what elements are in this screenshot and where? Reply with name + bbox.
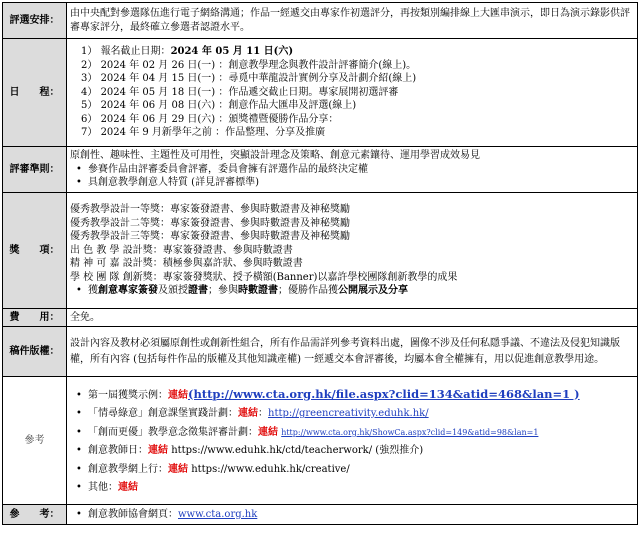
schedule-item: 6） 2024 年 06 月 29 日(六) ：頒獎禮暨優勝作品分享： [81,113,339,125]
label-reference-2: 參 考： [3,505,67,525]
link-word[interactable]: 連結 [168,389,188,401]
selection-text: 由中央配對參選隊伍進行電子網絡溝通；作品一經遞交由專家作初選評分，再按類別編排線上大匯串演示，即日為演示錄影供評審專家評分，最終確立參選者認證水平。 [67,3,638,39]
row-copyright [3,327,638,377]
reference-link[interactable]: http://greencreativity.eduhk.hk/ [268,408,429,419]
reference-url-text[interactable]: https://www.eduhk.hk/ctd/teacherwork/ [171,445,373,456]
competition-info-table [2,2,638,525]
list-item: • 「創而更優」教學意念徵集評審計劃：連結 http://www.cta.org.hk/ShowCa.aspx?clid=149&atid=98&lan=1 [70,424,634,443]
bullet-icon: • [76,482,82,493]
criteria-content [67,147,638,193]
award-line: 出 色 教 學 設計獎：專家簽發證書、參與時數證書 [70,244,293,256]
link-word[interactable]: 連結 [238,408,258,419]
reference-list [67,377,638,505]
label-fee: 費 用： [3,309,67,327]
row-awards [3,193,638,309]
link-word[interactable]: 連結 [118,482,138,493]
schedule-item: 2） 2024 年 02 月 26 日(一) ：創意教學理念與教件設計評審簡介(線上)。 [81,59,417,71]
bullet-icon: • [76,177,82,189]
bullet-icon: • [76,285,82,297]
bullet-icon: • [76,389,82,401]
schedule-list [67,39,638,147]
reference-2-content [67,505,638,525]
bullet-icon: • [76,426,82,438]
row-fee [3,309,638,327]
label-selection: 評選安排： [3,3,67,39]
list-item: • 具創意教學創意人特質 (詳見評審標準) [70,176,634,190]
list-item: • 獲創意專家簽發及頒授證書；參與時數證書；優勝作品獲公開展示及分享 [70,284,634,298]
fee-text: 全免。 [67,309,638,327]
label-schedule: 日 程： [3,39,67,147]
list-item: • 創意教學網上行：連結 https://www.eduhk.hk/creative/ [70,461,634,480]
row-criteria [3,147,638,193]
bullet-icon: • [76,445,82,456]
award-line: 學 校 團 隊 創新獎：專家簽發獎狀、授予橫額(Banner)以嘉許學校團隊創新教學的成果 [70,271,458,283]
row-reference-2 [3,505,638,525]
reference-url-text[interactable]: https://www.eduhk.hk/creative/ [191,463,350,475]
copyright-text: 設計內容及教材必須屬原創性或創新性組合，所有作品需詳列參考資料出處，圖像不涉及任何私隱爭議、不違法及侵犯知識版權，所有內容 (包括每件作品的版權及其他知識產權) 一經遞交本會評審後，均屬本會全權擁有，用以促進創意教學用途。 [67,327,638,377]
link-word[interactable]: 連結 [148,445,168,456]
list-item: • 第一屆獲獎示例：連結(http://www.cta.org.hk/file.aspx?clid=134&atid=468&lan=1 ) [70,384,634,406]
row-reference [3,377,638,505]
schedule-item: 1） 報名截止日期：2024 年 05 月 11 日(六) [81,46,294,58]
schedule-item: 4） 2024 年 05 月 18 日(一) ：作品遞交截止日期。專家展開初選評審 [81,86,399,98]
label-criteria: 評審準則： [3,147,67,193]
reference-link[interactable]: (http://www.cta.org.hk/file.aspx?clid=134&atid=468&lan=1 ) [188,386,580,401]
row-selection [3,3,638,39]
schedule-item: 7） 2024 年 9 月新學年之前 ：作品整理、分享及推廣 [81,127,326,139]
row-schedule [3,39,638,147]
label-reference: 參考 [3,377,67,505]
reference-link[interactable]: http://www.cta.org.hk/ShowCa.aspx?clid=149&atid=98&lan=1 [281,427,539,437]
association-website-link[interactable]: www.cta.org.hk [178,508,258,520]
list-item: • 創意教師日：連結 https://www.eduhk.hk/ctd/teacherwork/ (強烈推介) [70,442,634,461]
list-item: • 其他：連結 [70,479,634,498]
bullet-icon: • [76,163,82,175]
link-word[interactable]: 連結 [168,463,188,475]
bullet-icon: • [76,463,82,475]
link-word[interactable]: 連結 [258,426,278,438]
schedule-item: 5） 2024 年 06 月 08 日(六) ：創意作品大匯串及評選(線上) [81,100,357,112]
criteria-line: 原創性、趣味性、主題性及可用性，突顯設計理念及策略、創意元素鑲待、運用學習成效易見 [70,150,480,162]
award-line: 優秀教學設計二等獎：專家簽發證書、參與時數證書及神秘獎勵 [70,217,350,229]
label-awards: 獎 項： [3,193,67,309]
list-item: • 參賽作品由評審委員會評審，委員會擁有評選作品的最終決定權 [70,163,634,177]
bullet-icon: • [76,408,82,419]
schedule-item: 3） 2024 年 04 月 15 日(一) ：尋覓中華龍設計實例分享及計劃介紹(線上) [81,73,417,85]
list-item: • 「情尋綠意」創意課堡實踐計劃：連結：http://greencreativity.eduhk.hk/ [70,405,634,424]
list-item: • 創意教師協會網頁：www.cta.org.hk [70,508,634,522]
label-copyright: 稿件版權： [3,327,67,377]
award-line: 優秀教學設計一等獎：專家簽發證書、參與時數證書及神秘獎勵 [70,204,350,216]
awards-content [67,193,638,309]
award-line: 優秀教學設計三等獎：專家簽發證書、參與時數證書及神秘獎勵 [70,231,350,243]
award-line: 精 神 可 嘉 設計獎：積極參與嘉許狀、參與時數證書 [70,258,303,270]
bullet-icon: • [76,508,82,520]
